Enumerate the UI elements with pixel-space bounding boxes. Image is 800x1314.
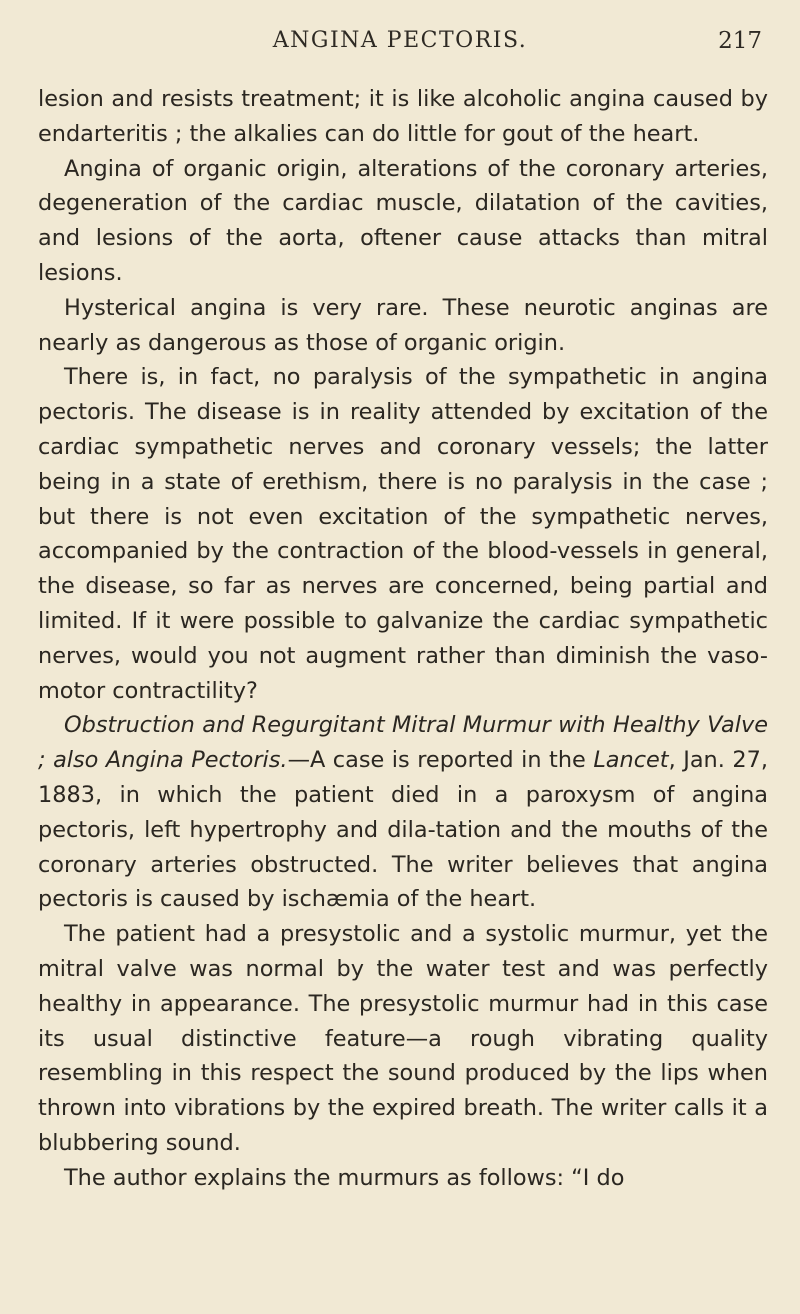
body-text (38, 82, 768, 1196)
paragraph-case-report (38, 708, 768, 917)
journal-name: Lancet (593, 747, 669, 774)
section-heading: Obstruction and Regurgitant Mitral Murmur with Healthy Valve ; also Angina Pectoris. (38, 712, 768, 774)
paragraph-murmur-description: The patient had a presystolic and a systolic murmur, yet the mitral valve was normal by the water test and was perfectly healthy in appearance. The presystolic murmur had in this case its usual distinctive feature—a rough vibrating quality resembling in this respect the sound produced by the lips when thrown into vibrations by the expired breath. The writer calls it a blubbering sound. (38, 921, 768, 1156)
paragraph-author-explanation: The author explains the murmurs as follows: “I do (64, 1164, 625, 1191)
page-header (0, 28, 800, 58)
page-number: 217 (718, 28, 762, 54)
running-title: ANGINA PECTORIS. (272, 28, 528, 53)
paragraph-hysterical-angina: Hysterical angina is very rare. These neurotic anginas are nearly as dangerous as those of organic origin. (38, 294, 768, 356)
case-text-body: , Jan. 27, 1883, in which the patient died in a paroxysm of angina pectoris, left hypertrophy and dila-tation and the mouths of the coronary arteries obstructed. The writer believes that angina pectoris is caused by ischæmia of the heart. (38, 747, 768, 913)
paragraph-continued: lesion and resists treatment; it is like alcoholic angina caused by endarteritis ; the alkalies can do little for gout of the heart. (38, 86, 768, 147)
paragraph-sympathetic-paralysis: There is, in fact, no paralysis of the sympathetic in angina pectoris. The disease is in reality attended by excitation of the cardiac sympathetic nerves and coronary vessels; the latter being in a state of erethism, there is no paralysis in the case ; but there is not even excitation of the sympathetic nerves, accompanied by the contraction of the blood-vessels in general, the disease, so far as nerves are concerned, being partial and limited. If it were possible to galvanize the cardiac sympathetic nerves, would you not augment rather than diminish the vaso-motor contractility? (38, 364, 768, 704)
case-text-intro: —A case is reported in the (287, 747, 594, 774)
paragraph-organic-angina: Angina of organic origin, alterations of the coronary arteries, degeneration of the cardiac muscle, dilatation of the cavities, and lesions of the aorta, oftener cause attacks than mitral lesions. (38, 155, 768, 286)
